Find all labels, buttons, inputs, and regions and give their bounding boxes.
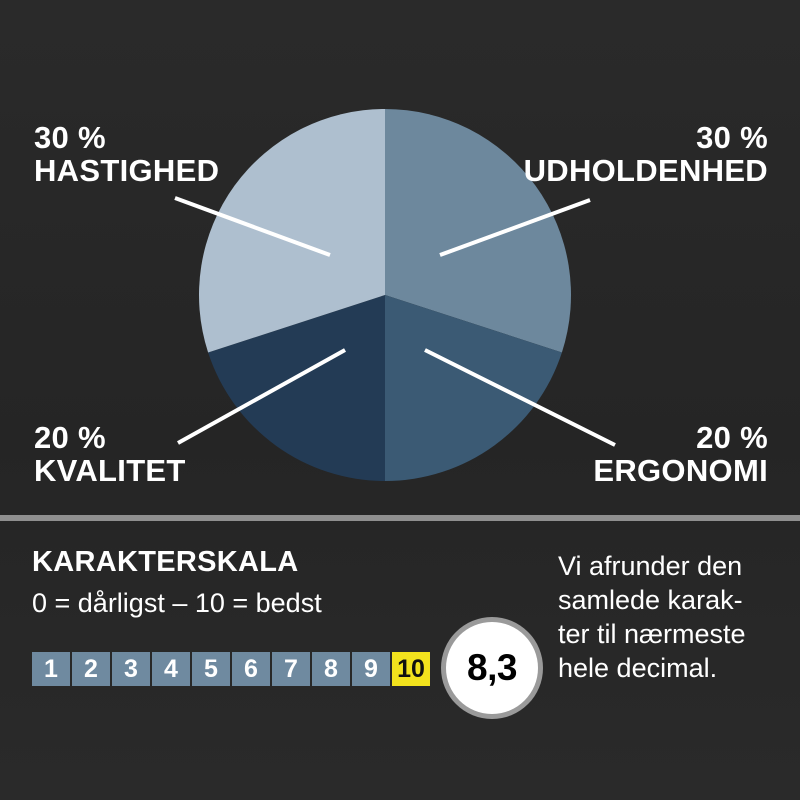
- slice-name-udholdenhed: UDHOLDENHED: [523, 153, 768, 188]
- slice-label-hastighed: [34, 121, 219, 187]
- score-badge: [446, 622, 538, 714]
- slice-pct-ergonomi: 20 %: [696, 420, 768, 455]
- slice-pct-hastighed: 30 %: [34, 120, 106, 155]
- grade-box-3: 3: [112, 652, 150, 686]
- slice-name-ergonomi: ERGONOMI: [593, 453, 768, 488]
- grade-scale: [32, 652, 430, 686]
- grade-box-2: 2: [72, 652, 110, 686]
- grade-box-5: 5: [192, 652, 230, 686]
- section-divider: [0, 515, 800, 521]
- note-line: ter til nærmeste: [558, 619, 746, 649]
- grade-box-4: 4: [152, 652, 190, 686]
- grade-box-6: 6: [232, 652, 270, 686]
- slice-pct-udholdenhed: 30 %: [696, 120, 768, 155]
- slice-label-udholdenhed: [524, 121, 768, 187]
- note-line: Vi afrunder den: [558, 551, 743, 581]
- slice-pct-kvalitet: 20 %: [34, 420, 106, 455]
- grade-box-1: 1: [32, 652, 70, 686]
- grade-box-7: 7: [272, 652, 310, 686]
- rounding-note: [558, 549, 788, 685]
- note-line: samlede karak-: [558, 585, 743, 615]
- note-line: hele decimal.: [558, 653, 718, 683]
- score-value: 8,3: [467, 647, 517, 688]
- grade-box-10: 10: [392, 652, 430, 686]
- slice-name-hastighed: HASTIGHED: [34, 153, 220, 188]
- grade-box-8: 8: [312, 652, 350, 686]
- slice-label-ergonomi: [593, 421, 768, 487]
- grade-box-9: 9: [352, 652, 390, 686]
- slice-name-kvalitet: KVALITET: [34, 453, 186, 488]
- scale-title: KARAKTERSKALA: [32, 546, 299, 578]
- scale-range: 0 = dårligst – 10 = bedst: [32, 588, 322, 618]
- slice-label-kvalitet: [34, 421, 186, 487]
